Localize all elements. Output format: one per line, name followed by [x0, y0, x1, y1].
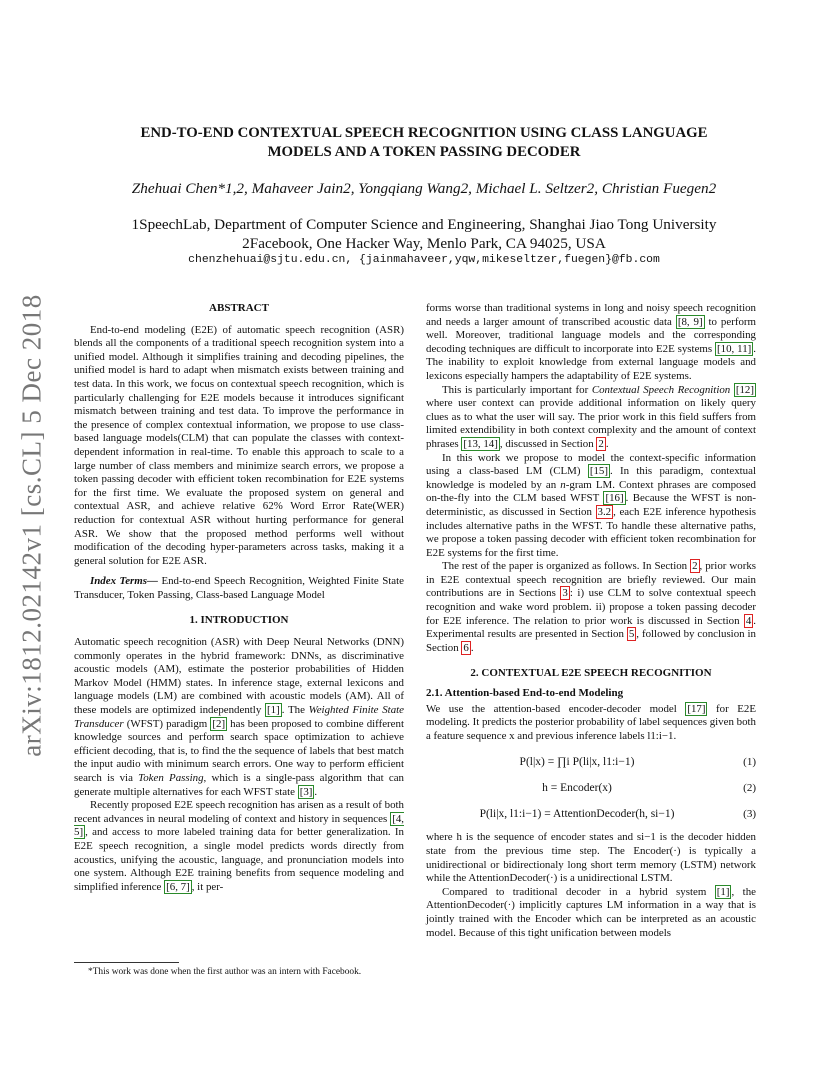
- right-paragraph-1: forms worse than traditional systems in long and noisy speech recognition and needs a larger amount of transcribed acoustic data [8, 9] to perform well. Moreover, traditional language models and the corresponding decoding techniques are difficult to incorporate into E2E systems [10, 11] . The inability to exploit knowledge from external language models and lexicons especially hampers the adaptability of E2E systems.: [426, 302, 757, 382]
- section-link[interactable]: 3: [562, 587, 568, 600]
- citation-link[interactable]: [1]: [716, 885, 730, 898]
- left-column: [74, 302, 404, 894]
- intro-paragraph-1: Automatic speech recognition (ASR) with Deep Neural Networks (DNN) commonly operates in the hybrid framework: DNNs, as discriminative acoustic models (AM), estimate the posterior probabilities of Hidden Markov Model (HMM) states. In inference stage, external lexicons and language models (LM) are combined with acoustic models (AM). All of these models are optimized independently [1] . The Weighted Finite State Transducer (WFST) paradigm [2] has been proposed to combine different knowledge sources and perform search space optimization to achieve efficient decoding, that is, to find the the sequence of labels that best match the input audio with minimum search errors. One way to perform efficient search is via Token Passing, which is a single-pass algorithm that can generate multiple alternatives for each WFST state [3] .: [74, 636, 405, 798]
- arxiv-sidebar: [10, 290, 54, 760]
- citation-link[interactable]: [10, 11]: [717, 342, 752, 355]
- section-link[interactable]: 2: [598, 437, 604, 450]
- title-line-1: END-TO-END CONTEXTUAL SPEECH RECOGNITION USING CLASS LANGUAGE: [140, 125, 708, 141]
- right-paragraph-7: Compared to traditional decoder in a hybrid system [1] , the AttentionDecoder(·) implicitly captures LM information in a way that is jointly trained with the Encoder which can be interpreted as an acoustic model. Because of this tight unification between models: [426, 885, 756, 939]
- citation-link[interactable]: [15]: [589, 465, 608, 478]
- right-paragraph-5: We use the attention-based encoder-decoder model [17] for E2E modeling. It predicts the posterior probability of label sequences given both a feature sequence x and previous inference labels l1:i−1.: [426, 702, 756, 742]
- citation-link[interactable]: [8, 9]: [677, 315, 703, 328]
- footnote: *This work was done when the first author was an intern with Facebook.: [88, 967, 362, 977]
- section-link[interactable]: 5: [628, 628, 635, 641]
- intro-paragraph-2: Recently proposed E2E speech recognition has arisen as a result of both recent advances in neural modeling of context and history in sequences [4, 5] , and access to more labeled training data for better generalization. In E2E speech recognition, a single model predicts words directly from acoustics, unifying the acoustic, language, and pronunciation models into one system. Although E2E training benefits from sequence modeling and simplified inference [6, 7] , it per-: [74, 799, 404, 893]
- section-link[interactable]: 3.2: [597, 505, 612, 518]
- index-terms: [74, 575, 404, 602]
- email-line: chenzhehuai@sjtu.edu.cn, {jainmahaveer,yqw,mikeseltzer,fuegen}@fb.com: [188, 254, 660, 266]
- citation-link[interactable]: [16]: [605, 492, 624, 505]
- citation-link[interactable]: [3]: [299, 785, 313, 798]
- right-paragraph-6: where h is the sequence of encoder states and si−1 is the decoder hidden state from the previous time step. The Encoder(·) is typically a unidirectional or bidirectionaly long short term memory (LSTM) network while the AttentionDecoder(·) is a unidirectional LSTM.: [426, 831, 756, 885]
- section-link[interactable]: 6: [463, 641, 469, 654]
- intro-heading: 1. INTRODUCTION: [189, 614, 289, 627]
- citation-link[interactable]: [17]: [687, 702, 706, 715]
- footnote-rule: [74, 962, 179, 963]
- citation-link[interactable]: [4, 5]: [74, 812, 404, 839]
- right-column: [426, 302, 756, 940]
- equation-1: P(l|x) = ∏i P(li|x, l1:i−1) (1): [519, 755, 756, 768]
- section-link[interactable]: 2: [692, 560, 698, 573]
- citation-link[interactable]: [13, 14]: [463, 437, 498, 450]
- equation-3: P(li|x, l1:i−1) = AttentionDecoder(h, si−1) (3): [479, 807, 756, 820]
- citation-link[interactable]: [6, 7]: [166, 880, 190, 893]
- abstract-text: End-to-end modeling (E2E) of automatic speech recognition (ASR) blends all the components of a traditional speech recognition system into a unified model. Although it simplifies training and decoding pipelines, the unified model is hard to adapt when mismatch exists between training and test data. In this work, we focus on contextual speech recognition, which is particularly challenging for E2E models because it introduces significant mismatch between training and test data. To improve the performance in the presence of complex contextual information, we propose to use class-based language models(CLM) that can populate the classes with context-dependent information in real-time. To enable this approach to scale to a large number of class members and minimize search errors, we propose a token passing decoder with efficient token recombination for E2E systems for the first time. We evaluate the proposed system on general and contextual ASR, and achieve relative 62% Word Error Rate(WER) reduction for contextual ASR without hurting performance for general ASR. We show that the proposed method performs well without modification of the decoding hyper-parameters across tasks, making it a general solution for E2E ASR.: [74, 323, 404, 567]
- right-paragraph-3: In this work we propose to model the context-specific information using a class-based LM (CLM) [15] . In this paradigm, contextual knowledge is modeled by an n-gram LM. Context phrases are composed on-the-fly into the CLM based WFST [16] . Because the WFST is non-deterministic, as discussed in Section 3.2 , each E2E inference hypothesis includes alternative paths in the WFST. To handle these alternative paths, we propose a token passing decoder with efficient token recombination for E2E systems for the first time.: [426, 451, 757, 559]
- citation-link[interactable]: [12]: [735, 383, 754, 396]
- section-2-heading: 2. CONTEXTUAL E2E SPEECH RECOGNITION: [470, 667, 712, 680]
- section-link[interactable]: 4: [745, 614, 752, 627]
- abstract-heading: ABSTRACT: [209, 302, 269, 314]
- author-list: Zhehuai Chen*1,2, Mahaveer Jain2, Yongqiang Wang2, Michael L. Seltzer2, Christian Fuegen2: [131, 180, 717, 197]
- index-terms-text: End-to-end Speech Recognition, Weighted Finite State Transducer, Token Passing, Class-based Language Model: [74, 575, 404, 601]
- right-paragraph-4: The rest of the paper is organized as follows. In Section 2 , prior works in E2E contextual speech recognition are briefly reviewed. Our main contributions are in Sections 3 : i) use CLM to solve contextual speech recognition and wake word problem. ii) propose a token passing decoder for E2E inference. The relation to prior work is discussed in Section 4 . Experimental results are presented in Section 5 , followed by conclusion in Section 6 .: [426, 560, 756, 654]
- title-line-2: MODELS AND A TOKEN PASSING DECODER: [267, 144, 581, 160]
- paper-title: [90, 124, 758, 162]
- index-terms-label: Index Terms—: [90, 575, 158, 588]
- section-2-1-heading: 2.1. Attention-based End-to-end Modeling: [426, 687, 624, 700]
- citation-link[interactable]: [1]: [267, 704, 280, 717]
- right-paragraph-2: This is particularly important for Contextual Speech Recognition [12] where user context can provide additional information on likely query clues as to what the user will say. The prior work in this field suffers from limited extendibility in both context complexity and the amount of context phrases [13, 14] , discussed in Section 2 .: [426, 383, 756, 450]
- arxiv-identifier: arXiv:1812.02142v1 [cs.CL] 5 Dec 2018: [16, 293, 47, 757]
- affiliation-1: 1SpeechLab, Department of Computer Science and Engineering, Shanghai Jiao Tong University: [131, 216, 717, 233]
- equation-2: h = Encoder(x) (2): [542, 781, 756, 794]
- affiliation-2: 2Facebook, One Hacker Way, Menlo Park, CA 94025, USA: [242, 235, 606, 252]
- citation-link[interactable]: [2]: [212, 717, 226, 730]
